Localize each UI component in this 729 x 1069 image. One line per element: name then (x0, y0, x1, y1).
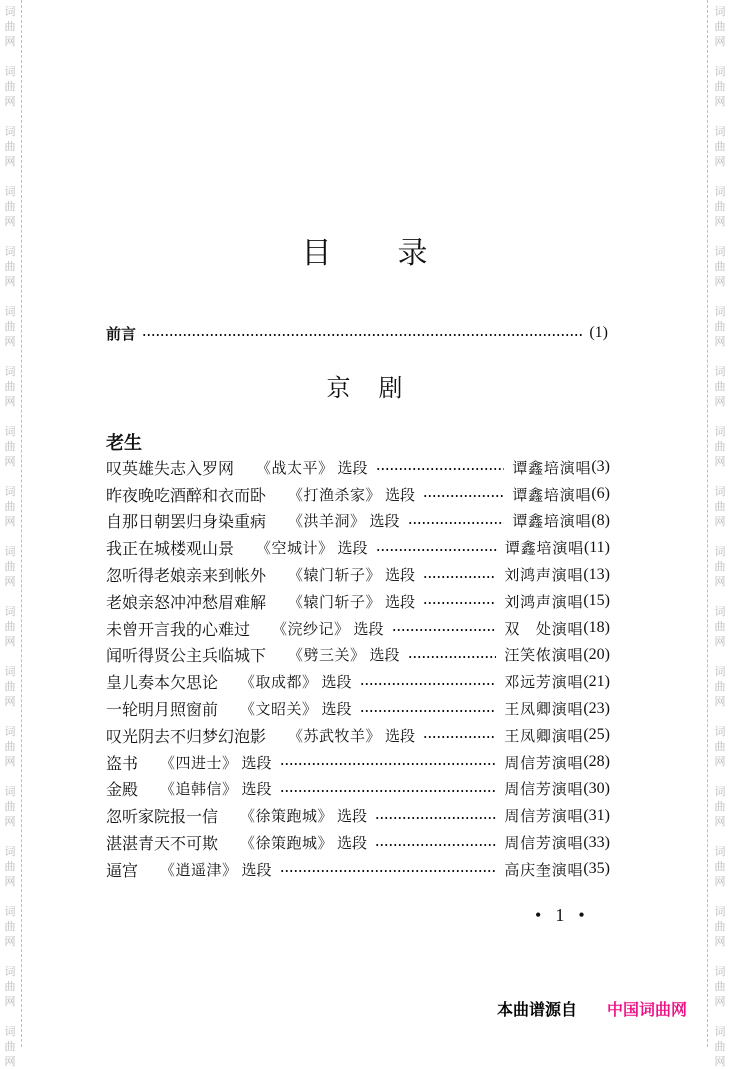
watermark-char: 曲 (4, 980, 16, 993)
entry-song-title: 叹英雄失志入罗网 (106, 458, 235, 478)
toc-preface-entry[interactable] (106, 322, 608, 344)
entry-song-title: 未曾开言我的心难过 (106, 619, 251, 639)
entry-performer: 周信芳演唱 (504, 834, 584, 853)
watermark-char: 网 (4, 695, 16, 708)
entry-source-play: 《洪羊洞》 (288, 512, 366, 531)
entry-performer: 周信芳演唱 (504, 780, 584, 799)
watermark-char: 网 (4, 35, 16, 48)
entry-performer: 双 处演唱 (504, 619, 584, 638)
entry-source-play: 《文昭关》 (240, 700, 318, 719)
watermark-char: 曲 (714, 200, 726, 213)
entry-song-title: 我正在城楼观山景 (106, 539, 235, 559)
category-heading: 老生 (106, 433, 142, 454)
entry-page: (15) (583, 592, 610, 610)
entry-song-title: 逼宫 (106, 860, 139, 880)
watermark-char: 曲 (714, 380, 726, 393)
watermark-char: 网 (714, 875, 726, 888)
watermark-group (713, 304, 727, 349)
entry-source-play: 《辕门斩子》 (288, 592, 382, 611)
watermark-char: 词 (4, 545, 16, 558)
entry-source-play: 《追韩信》 (160, 780, 238, 799)
entry-source-suffix: 选段 (385, 592, 416, 611)
watermark-group (3, 124, 17, 169)
watermark-char: 网 (714, 755, 726, 768)
dot-leader (408, 656, 497, 658)
entry-source-play: 《战太平》 (256, 458, 334, 477)
entry-source-suffix: 选段 (321, 700, 352, 719)
watermark-char: 网 (714, 635, 726, 648)
entry-performer: 汪笑侬演唱 (504, 646, 584, 665)
entry-source-play: 《辕门斩子》 (288, 566, 382, 585)
entry-source-suffix: 选段 (337, 458, 368, 477)
watermark-char: 网 (4, 155, 16, 168)
watermark-char: 词 (4, 365, 16, 378)
entry-page: (8) (591, 511, 610, 529)
watermark-char: 曲 (4, 1040, 16, 1053)
watermark-group (3, 604, 17, 649)
watermark-char: 网 (4, 275, 16, 288)
watermark-char: 词 (4, 845, 16, 858)
entry-source-suffix: 选段 (241, 780, 272, 799)
entry-page: (20) (583, 645, 610, 663)
watermark-group (3, 664, 17, 709)
watermark-char: 网 (4, 575, 16, 588)
entry-page: (11) (583, 538, 610, 556)
dot-leader (423, 576, 496, 578)
watermark-group (713, 64, 727, 109)
watermark-group (3, 784, 17, 829)
toc-entry[interactable] (106, 722, 610, 749)
watermark-group (713, 424, 727, 469)
watermark-char: 网 (714, 155, 726, 168)
watermark-char: 词 (714, 305, 726, 318)
entry-song-title: 忽听家院报一信 (106, 807, 219, 827)
watermark-char: 词 (714, 5, 726, 18)
watermark-char: 网 (714, 215, 726, 228)
watermark-char: 词 (4, 605, 16, 618)
watermark-char: 曲 (714, 920, 726, 933)
watermark-char: 曲 (4, 200, 16, 213)
watermark-char: 曲 (4, 800, 16, 813)
watermark-char: 曲 (4, 320, 16, 333)
footer-source-label: 本曲谱源自 (497, 1000, 578, 1019)
dot-leader (423, 602, 496, 604)
watermark-char: 词 (4, 665, 16, 678)
section-title-char: 京 (326, 374, 351, 402)
entry-page: (33) (583, 833, 610, 851)
watermark-char: 曲 (714, 80, 726, 93)
watermark-char: 网 (4, 935, 16, 948)
toc-entry[interactable] (106, 749, 610, 776)
toc-entry[interactable] (106, 508, 610, 535)
toc-entry[interactable] (106, 776, 610, 803)
watermark-char: 曲 (4, 500, 16, 513)
watermark-group (3, 184, 17, 229)
page-number-dot-right: • (578, 905, 585, 925)
entry-page: (18) (583, 619, 610, 637)
right-watermark-strip (710, 0, 729, 1068)
watermark-char: 曲 (4, 380, 16, 393)
watermark-group (713, 604, 727, 649)
watermark-char: 词 (4, 965, 16, 978)
dot-leader (408, 522, 505, 524)
watermark-char: 曲 (4, 740, 16, 753)
entry-source-suffix: 选段 (337, 539, 368, 558)
entry-song-title: 忽听得老娘亲来到帐外 (106, 566, 267, 586)
right-dashed-border (707, 0, 708, 1047)
toc-entry[interactable] (106, 829, 610, 856)
watermark-char: 网 (4, 875, 16, 888)
watermark-group (3, 424, 17, 469)
watermark-char: 网 (4, 635, 16, 648)
watermark-char: 词 (4, 425, 16, 438)
watermark-group (713, 544, 727, 589)
watermark-char: 曲 (714, 20, 726, 33)
page-number (528, 905, 592, 926)
watermark-char: 网 (4, 1055, 16, 1068)
watermark-char: 曲 (714, 1040, 726, 1053)
entry-page: (6) (591, 485, 610, 503)
entry-performer: 谭鑫培演唱 (512, 458, 592, 477)
watermark-char: 词 (714, 905, 726, 918)
watermark-char: 词 (714, 965, 726, 978)
dot-leader (280, 870, 497, 872)
watermark-char: 词 (714, 365, 726, 378)
footer-site-link[interactable]: 中国词曲网 (607, 1000, 688, 1019)
dot-leader (360, 710, 497, 712)
watermark-char: 网 (4, 755, 16, 768)
watermark-char: 曲 (4, 80, 16, 93)
watermark-char: 曲 (714, 860, 726, 873)
watermark-char: 曲 (4, 680, 16, 693)
watermark-group (713, 904, 727, 949)
entry-song-title: 昨夜晚吃酒醉和衣而卧 (106, 485, 267, 505)
entry-song-title: 金殿 (106, 780, 139, 800)
entry-source-suffix: 选段 (337, 807, 368, 826)
dot-leader (142, 334, 583, 336)
watermark-group (3, 484, 17, 529)
toc-entry[interactable] (106, 561, 610, 588)
watermark-char: 曲 (4, 560, 16, 573)
watermark-char: 网 (714, 575, 726, 588)
entry-performer: 周信芳演唱 (504, 753, 584, 772)
watermark-char: 曲 (4, 260, 16, 273)
entry-page: (28) (583, 753, 610, 771)
entry-performer: 王凤卿演唱 (504, 726, 584, 745)
entry-source-suffix: 选段 (385, 485, 416, 504)
watermark-char: 曲 (714, 500, 726, 513)
watermark-char: 网 (4, 995, 16, 1008)
watermark-group (3, 64, 17, 109)
watermark-char: 词 (4, 905, 16, 918)
left-watermark-strip (0, 0, 20, 1068)
watermark-char: 词 (714, 665, 726, 678)
watermark-char: 网 (714, 455, 726, 468)
watermark-char: 曲 (714, 980, 726, 993)
entry-page: (23) (583, 699, 610, 717)
entry-song-title: 湛湛青天不可欺 (106, 834, 219, 854)
watermark-group (713, 664, 727, 709)
entry-source-suffix: 选段 (241, 860, 272, 879)
watermark-char: 网 (714, 395, 726, 408)
watermark-char: 词 (4, 725, 16, 738)
watermark-char: 词 (714, 245, 726, 258)
watermark-group (713, 784, 727, 829)
entry-page: (25) (583, 726, 610, 744)
watermark-char: 曲 (714, 560, 726, 573)
toc-entry[interactable] (106, 802, 610, 829)
entry-performer: 谭鑫培演唱 (504, 539, 584, 558)
entry-performer: 谭鑫培演唱 (512, 512, 592, 531)
dot-leader (423, 495, 504, 497)
watermark-group (713, 4, 727, 49)
title-char: 录 (397, 236, 428, 271)
section-title (0, 368, 729, 403)
watermark-group (713, 724, 727, 769)
watermark-char: 网 (4, 395, 16, 408)
entry-page: (31) (583, 806, 610, 824)
entry-page: (30) (583, 779, 610, 797)
entry-source-play: 《徐策跑城》 (240, 834, 334, 853)
entry-source-play: 《打渔杀家》 (288, 485, 382, 504)
watermark-char: 曲 (4, 440, 16, 453)
dot-leader (376, 468, 505, 470)
entry-source-suffix: 选段 (321, 673, 352, 692)
title-char: 目 (301, 236, 332, 271)
watermark-char: 词 (714, 125, 726, 138)
watermark-char: 网 (714, 815, 726, 828)
entry-source-play: 《徐策跑城》 (240, 807, 334, 826)
watermark-char: 词 (714, 785, 726, 798)
entry-source-play: 《浣纱记》 (272, 619, 350, 638)
entry-performer: 高庆奎演唱 (504, 860, 584, 879)
entry-source-suffix: 选段 (369, 512, 400, 531)
entry-song-title: 叹光阴去不归梦幻泡影 (106, 726, 267, 746)
toc-entry[interactable] (106, 481, 610, 508)
section-title-char: 剧 (378, 374, 403, 402)
dot-leader (280, 790, 497, 792)
preface-label: 前言 (106, 324, 137, 343)
left-dashed-border (21, 0, 22, 1047)
watermark-group (713, 844, 727, 889)
watermark-char: 网 (4, 515, 16, 528)
watermark-group (713, 964, 727, 1009)
toc-entry[interactable] (106, 454, 610, 481)
toc-entry[interactable] (106, 534, 610, 561)
watermark-char: 曲 (714, 680, 726, 693)
watermark-char: 曲 (4, 20, 16, 33)
toc-entry[interactable] (106, 856, 610, 883)
watermark-char: 词 (714, 65, 726, 78)
entry-source-play: 《劈三关》 (288, 646, 366, 665)
watermark-char: 网 (714, 935, 726, 948)
watermark-char: 网 (714, 515, 726, 528)
watermark-group (3, 544, 17, 589)
toc-entry[interactable] (106, 642, 610, 669)
watermark-group (713, 184, 727, 229)
watermark-char: 词 (714, 1025, 726, 1038)
watermark-char: 曲 (4, 140, 16, 153)
watermark-group (713, 124, 727, 169)
entry-page: (3) (591, 458, 610, 476)
dot-leader (375, 817, 496, 819)
watermark-char: 词 (714, 725, 726, 738)
watermark-group (3, 964, 17, 1009)
entry-source-play: 《逍遥津》 (160, 860, 238, 879)
watermark-char: 网 (714, 95, 726, 108)
dot-leader (360, 683, 497, 685)
entry-source-play: 《苏武牧羊》 (288, 726, 382, 745)
dot-leader (423, 736, 496, 738)
watermark-char: 曲 (4, 860, 16, 873)
watermark-char: 词 (714, 425, 726, 438)
entry-performer: 刘鸿声演唱 (504, 592, 584, 611)
entry-page: (21) (583, 672, 610, 690)
preface-page: (1) (589, 324, 608, 341)
watermark-char: 网 (714, 275, 726, 288)
page-number-value: 1 (555, 905, 565, 925)
watermark-char: 曲 (4, 620, 16, 633)
watermark-char: 曲 (714, 440, 726, 453)
watermark-char: 词 (4, 485, 16, 498)
watermark-char: 网 (714, 995, 726, 1008)
watermark-char: 网 (714, 35, 726, 48)
dot-leader (376, 549, 497, 551)
entry-performer: 刘鸿声演唱 (504, 566, 584, 585)
watermark-char: 词 (714, 485, 726, 498)
watermark-char: 词 (714, 185, 726, 198)
entry-source-suffix: 选段 (385, 566, 416, 585)
watermark-char: 曲 (714, 140, 726, 153)
entry-source-suffix: 选段 (369, 646, 400, 665)
watermark-char: 曲 (714, 260, 726, 273)
watermark-char: 词 (4, 185, 16, 198)
entry-song-title: 自那日朝罢归身染重病 (106, 512, 267, 532)
watermark-char: 网 (714, 1055, 726, 1068)
watermark-group (713, 484, 727, 529)
toc-entry[interactable] (106, 588, 610, 615)
dot-leader (392, 629, 497, 631)
watermark-char: 网 (4, 215, 16, 228)
watermark-char: 词 (4, 125, 16, 138)
watermark-char: 网 (4, 335, 16, 348)
watermark-group (3, 904, 17, 949)
watermark-char: 曲 (714, 800, 726, 813)
entry-page: (13) (583, 565, 610, 583)
page-number-dot-left: • (535, 905, 542, 925)
watermark-char: 词 (4, 65, 16, 78)
watermark-group (3, 844, 17, 889)
entry-source-play: 《空城计》 (256, 539, 334, 558)
watermark-group (3, 304, 17, 349)
toc-entry[interactable] (106, 615, 610, 642)
entry-source-suffix: 选段 (385, 726, 416, 745)
watermark-char: 词 (4, 305, 16, 318)
entry-source-play: 《取成都》 (240, 673, 318, 692)
watermark-char: 曲 (714, 740, 726, 753)
watermark-char: 词 (4, 5, 16, 18)
entry-song-title: 一轮明月照窗前 (106, 700, 219, 720)
entry-song-title: 皇儿奏本欠思论 (106, 673, 219, 693)
entry-page: (35) (583, 860, 610, 878)
entry-source-suffix: 选段 (241, 753, 272, 772)
watermark-char: 曲 (4, 920, 16, 933)
watermark-char: 词 (4, 245, 16, 258)
toc-entries-list (106, 454, 610, 883)
watermark-char: 网 (4, 815, 16, 828)
entry-source-suffix: 选段 (353, 619, 384, 638)
entry-song-title: 盗书 (106, 753, 139, 773)
watermark-char: 网 (714, 335, 726, 348)
watermark-char: 网 (4, 455, 16, 468)
watermark-char: 词 (4, 1025, 16, 1038)
watermark-char: 曲 (714, 620, 726, 633)
entry-song-title: 闻听得贤公主兵临城下 (106, 646, 267, 666)
watermark-group (3, 4, 17, 49)
watermark-char: 词 (4, 785, 16, 798)
watermark-group (3, 724, 17, 769)
watermark-char: 网 (4, 95, 16, 108)
dot-leader (280, 763, 497, 765)
entry-performer: 谭鑫培演唱 (512, 485, 592, 504)
entry-source-play: 《四进士》 (160, 753, 238, 772)
toc-entry[interactable] (106, 668, 610, 695)
entry-performer: 周信芳演唱 (504, 807, 584, 826)
entry-song-title: 老娘亲怒冲冲愁眉难解 (106, 592, 267, 612)
toc-entry[interactable] (106, 695, 610, 722)
entry-performer: 王凤卿演唱 (504, 700, 584, 719)
entry-source-suffix: 选段 (337, 834, 368, 853)
watermark-char: 词 (714, 605, 726, 618)
page-title (0, 228, 729, 272)
entry-performer: 邓远芳演唱 (504, 673, 584, 692)
watermark-char: 词 (714, 845, 726, 858)
watermark-char: 词 (714, 545, 726, 558)
dot-leader (375, 844, 496, 846)
watermark-char: 曲 (714, 320, 726, 333)
watermark-char: 网 (714, 695, 726, 708)
